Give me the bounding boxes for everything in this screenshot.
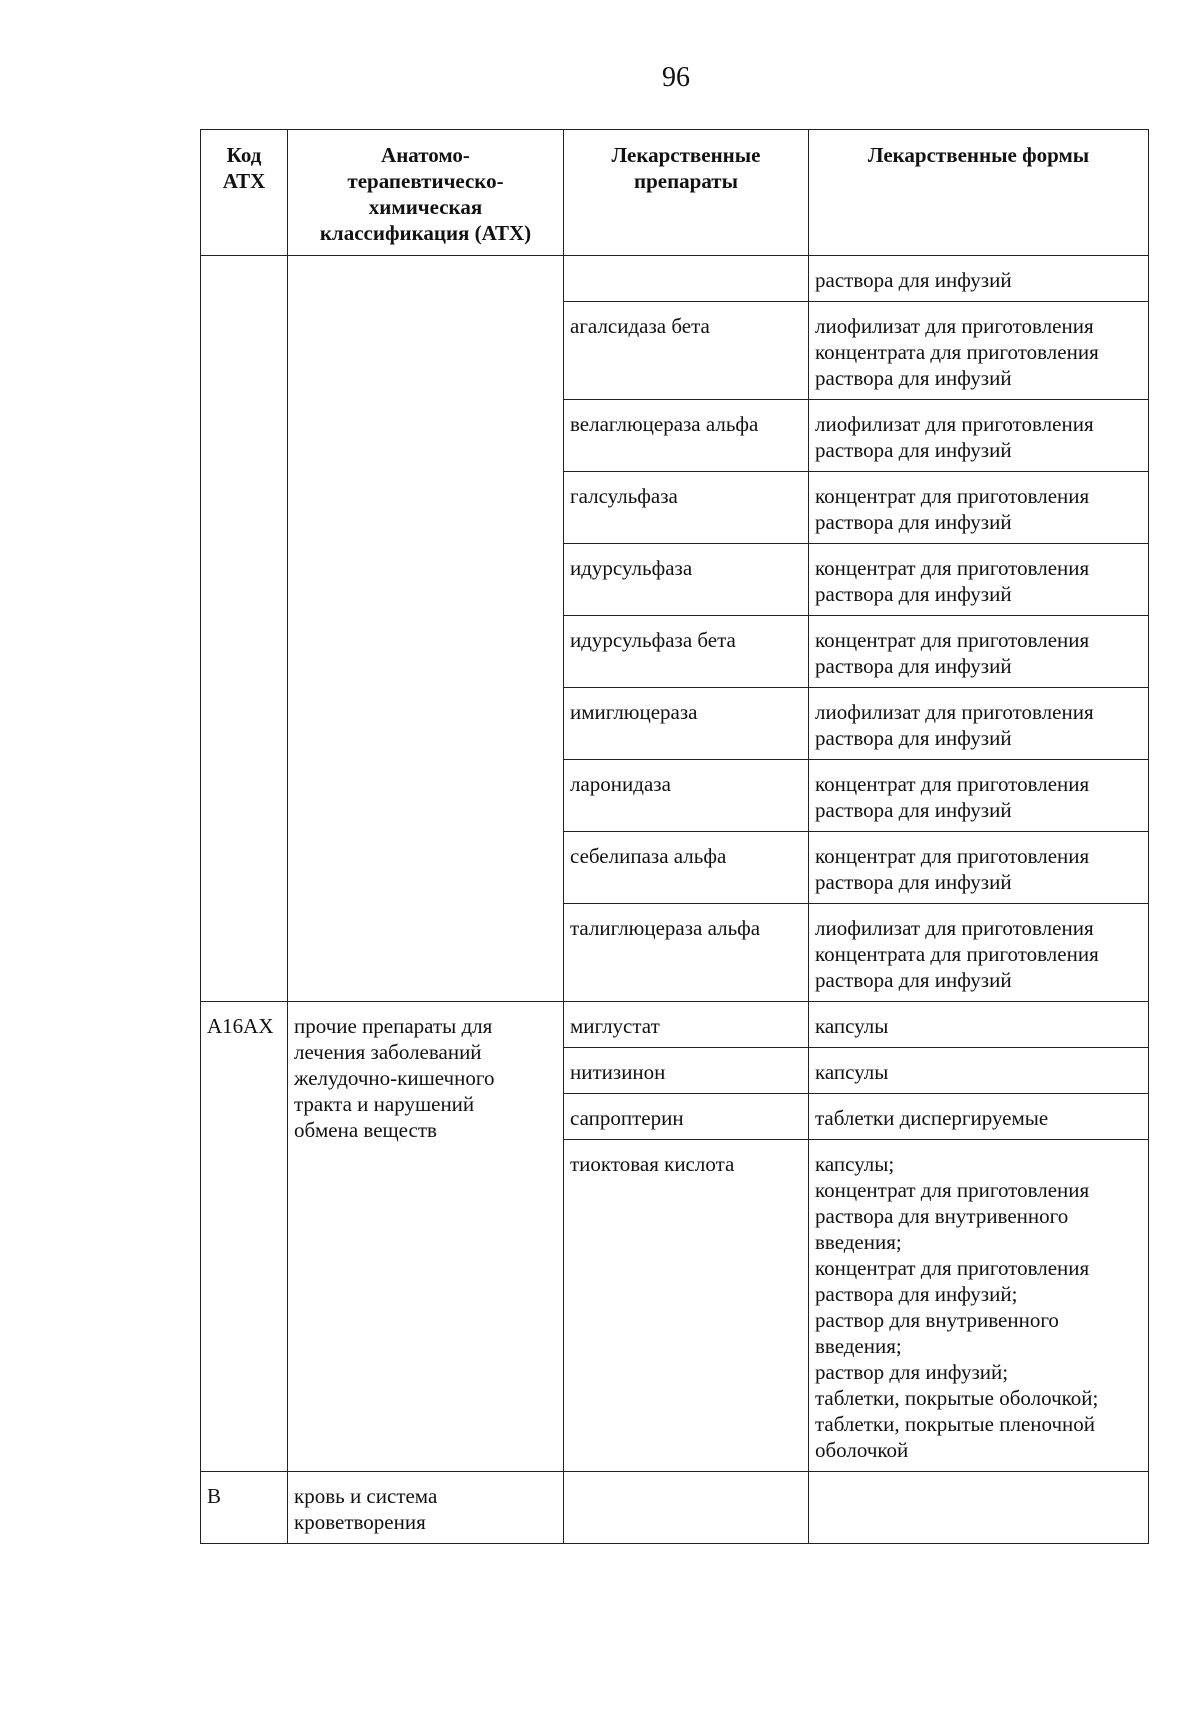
drug-cell: тиоктовая кислота (564, 1140, 809, 1472)
classification-cell: прочие препараты для лечения заболеваний желудочно-кишечного тракта и нарушений обмена веществ (288, 1002, 564, 1472)
form-cell: концентрат для приготовления раствора для инфузий (809, 472, 1149, 544)
header-code: Код АТХ (201, 130, 288, 256)
atx-table (200, 129, 1149, 1544)
table-row (201, 1002, 1149, 1048)
table-header-row (201, 130, 1149, 256)
drug-cell: миглустат (564, 1002, 809, 1048)
drug-cell: идурсульфаза бета (564, 616, 809, 688)
header-classification: Анатомо- терапевтическо- химическая классификация (АТХ) (288, 130, 564, 256)
form-cell: капсулы (809, 1048, 1149, 1094)
form-cell: лиофилизат для приготовления концентрата для приготовления раствора для инфузий (809, 302, 1149, 400)
code-cell: A16AX (201, 1002, 288, 1472)
form-cell: лиофилизат для приготовления раствора для инфузий (809, 688, 1149, 760)
form-cell: концентрат для приготовления раствора для инфузий (809, 544, 1149, 616)
drug-cell: нитизинон (564, 1048, 809, 1094)
header-drugs: Лекарственные препараты (564, 130, 809, 256)
drug-cell (564, 1472, 809, 1544)
classification-cell (288, 256, 564, 1002)
form-cell: концентрат для приготовления раствора для инфузий (809, 832, 1149, 904)
drug-cell: галсульфаза (564, 472, 809, 544)
form-cell: концентрат для приготовления раствора для инфузий (809, 616, 1149, 688)
header-forms: Лекарственные формы (809, 130, 1149, 256)
drug-cell: велаглюцераза альфа (564, 400, 809, 472)
drug-cell: агалсидаза бета (564, 302, 809, 400)
drug-cell: талиглюцераза альфа (564, 904, 809, 1002)
code-cell: B (201, 1472, 288, 1544)
form-cell: таблетки диспергируемые (809, 1094, 1149, 1140)
form-cell: капсулы; концентрат для приготовления раствора для внутривенного введения; концентрат для приготовления раствора для инфузий; раствор для внутривенного введения; раствор для инфузий; таблетки, покрытые оболочкой; таблетки, покрытые пленочной оболочкой (809, 1140, 1149, 1472)
form-cell: лиофилизат для приготовления раствора для инфузий (809, 400, 1149, 472)
drug-cell: идурсульфаза (564, 544, 809, 616)
classification-cell: кровь и система кроветворения (288, 1472, 564, 1544)
form-cell: раствора для инфузий (809, 256, 1149, 302)
form-cell: лиофилизат для приготовления концентрата для приготовления раствора для инфузий (809, 904, 1149, 1002)
table-row (201, 256, 1149, 302)
form-cell (809, 1472, 1149, 1544)
code-cell (201, 256, 288, 1002)
drug-cell: сапроптерин (564, 1094, 809, 1140)
form-cell: капсулы (809, 1002, 1149, 1048)
page-number: 96 (662, 62, 690, 93)
drug-cell: себелипаза альфа (564, 832, 809, 904)
table-row (201, 1472, 1149, 1544)
drug-cell: имиглюцераза (564, 688, 809, 760)
form-cell: концентрат для приготовления раствора для инфузий (809, 760, 1149, 832)
drug-cell: ларонидаза (564, 760, 809, 832)
drug-cell (564, 256, 809, 302)
